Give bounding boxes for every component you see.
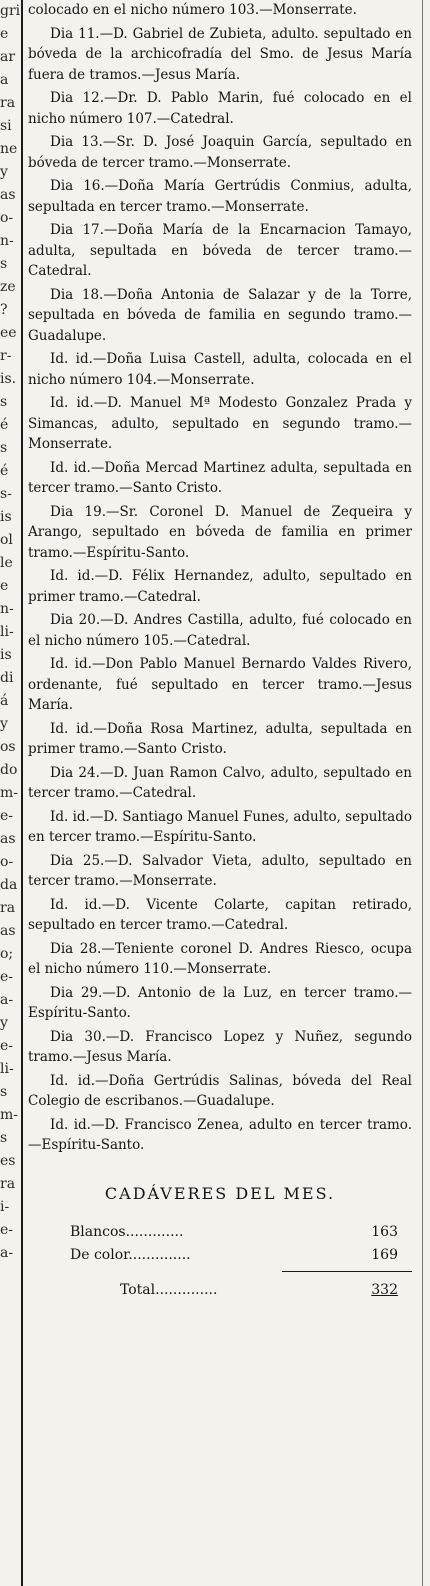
margin-fragment: e- [0,808,14,824]
summary-row-blancos [28,1222,412,1243]
burial-entry: Id. id.—Don Pablo Manuel Bernardo Valdes Rivero, ordenante, fué sepultado en tercer tramo.—Jesus María. [28,656,412,713]
summary-row-value: 163 [371,1224,398,1240]
margin-fragment: r- [0,348,12,364]
margin-fragment: é [0,463,9,479]
margin-fragment: m- [0,785,19,801]
burial-entry: Dia 17.—Doña María de la Encarnacion Tamayo, adulta, sepultada en bóveda de tercer tramo.—Catedral. [28,222,412,279]
margin-fragment: ra [0,95,16,111]
summary-row-de-color [28,1245,412,1266]
burial-entry: Dia 18.—Doña Antonia de Salazar y de la Torre, sepultada en bóveda de familia en segundo tramo.—Guadalupe. [28,286,412,344]
margin-fragment: y [0,716,8,732]
burial-entry: Id. id.—D. Manuel Mª Modesto Gonzalez Prada y Simancas, adulto, sepultado en segundo tramo.—Monserrate. [28,395,412,452]
margin-fragment: ne [0,141,18,157]
margin-fragment: di [0,670,14,686]
summary-total-value: 332 [371,1282,398,1298]
margin-fragment: o- [0,854,14,870]
margin-fragment: da [0,877,18,893]
burial-register-column [28,0,412,1303]
burial-entry: Dia 20.—D. Andres Castilla, adulto, fué colocado en el nicho número 105.—Catedral. [28,612,412,649]
right-column-rule [422,0,423,1586]
summary-row-label: Blancos............. [70,1224,184,1240]
margin-fragment: si [0,118,12,134]
burial-entry: Dia 28.—Teniente coronel D. Andres Riesco, ocupa el nicho número 110.—Monserrate. [28,940,412,977]
margin-fragment: é [0,417,9,433]
margin-fragment: n- [0,601,14,617]
summary-row-label: De color.............. [70,1246,191,1263]
margin-fragment: gri [0,3,20,19]
margin-fragment: ol [0,532,13,548]
margin-fragment: ? [0,302,8,318]
margin-fragment: is [0,509,12,525]
summary-row-value: 169 [371,1246,398,1263]
margin-fragment: li- [0,624,14,640]
summary-total-label: Total.............. [120,1282,218,1298]
margin-fragment: a- [0,1245,14,1261]
burial-entry: Dia 16.—Doña María Gertrúdis Conmius, adulta, sepultada en tercer tramo.—Monserrate. [28,178,412,215]
burial-entries [28,0,412,1156]
burial-entry: Id. id.—D. Vicente Colarte, capitan retirado, sepultado en tercer tramo.—Catedral. [28,896,412,933]
margin-fragment: o- [0,210,14,226]
margin-fragment: a- [0,992,14,1008]
burial-entry: Id. id.—Doña Mercad Martinez adulta, sepultada en tercer tramo.—Santo Cristo. [28,459,412,496]
margin-fragment: is [0,647,12,663]
margin-fragment: e- [0,969,14,985]
burial-entry: Dia 30.—D. Francisco Lopez y Nuñez, segundo tramo.—Jesus María. [28,1028,412,1065]
margin-fragment: i- [0,1199,10,1215]
burial-entry: Dia 29.—D. Antonio de la Luz, en tercer tramo.—Espíritu-Santo. [28,984,412,1021]
burial-entry: Id. id.—D. Santiago Manuel Funes, adulto, sepultado en tercer tramo.—Espíritu-Santo. [28,808,412,845]
margin-fragment: do [0,762,18,778]
margin-fragment: as [0,923,16,939]
burial-entry: Dia 24.—D. Juan Ramon Calvo, adulto, sepultado en tercer tramo.—Catedral. [28,764,412,801]
margin-fragment: m- [0,1107,19,1123]
margin-fragment: ra [0,1176,16,1192]
margin-fragment: y [0,1015,8,1031]
burial-entry: Dia 25.—D. Salvador Vieta, adulto, sepultado en tercer tramo.—Monserrate. [28,852,412,889]
margin-fragment: es [0,1153,16,1169]
margin-fragment: o; [0,946,14,962]
margin-fragment: s [0,256,8,272]
summary-total-row [28,1280,412,1301]
margin-fragment: s [0,1084,8,1100]
margin-fragment: s [0,1130,8,1146]
margin-fragment: ze [0,279,16,295]
adjacent-column-fragments [0,0,20,1586]
margin-fragment: is. [0,371,17,387]
margin-fragment: e- [0,1038,14,1054]
margin-fragment: as [0,187,16,203]
margin-fragment: s [0,440,8,456]
margin-fragment: ar [0,49,16,65]
margin-fragment: a [0,72,9,88]
margin-fragment: e [0,26,9,42]
margin-fragment: li- [0,1061,14,1077]
margin-fragment: n- [0,233,14,249]
burial-entry: Dia 13.—Sr. D. José Joaquin García, sepultado en bóveda de tercer tramo.—Monserrate. [28,134,412,171]
margin-fragment: os [0,739,16,755]
margin-fragment: as [0,831,16,847]
burial-entry: Dia 11.—D. Gabriel de Zubieta, adulto. sepultado en bóveda de la archicofradía del Smo. de Jesus María fuera de tramos.—Jesus María. [28,25,412,83]
margin-fragment: s- [0,486,12,502]
column-rule [21,0,23,1586]
burial-entry: Dia 12.—Dr. D. Pablo Marin, fué colocado en el nicho número 107.—Catedral. [28,90,412,127]
margin-fragment: ee [0,325,17,341]
margin-fragment: á [0,693,9,709]
burial-entry: Id. id.—Doña Gertrúdis Salinas, bóveda del Real Colegio de escribanos.—Guadalupe. [28,1072,412,1109]
margin-fragment: e- [0,1222,14,1238]
burial-entry: Id. id.—Doña Rosa Martinez, adulta, sepultada en primer tramo.—Santo Cristo. [28,720,412,757]
burial-entry: Dia 19.—Sr. Coronel D. Manuel de Zequeira y Arango, sepultado en bóveda de familia en primer tramo.—Espíritu-Santo. [28,503,412,561]
burial-entry: Id. id.—D. Félix Hernandez, adulto, sepultado en primer tramo.—Catedral. [28,568,412,605]
sum-rule [282,1271,412,1272]
burial-entry: colocado en el nicho número 103.—Monserrate. [28,2,357,18]
margin-fragment: ra [0,900,16,916]
burial-entry: Id. id.—Doña Luisa Castell, adulta, colocada en el nicho número 104.—Monserrate. [28,351,412,388]
margin-fragment: s [0,394,8,410]
burial-entry: Id. id.—D. Francisco Zenea, adulto en tercer tramo.—Espíritu-Santo. [28,1116,412,1153]
summary-heading: CADÁVERES DEL MES. [104,1183,336,1203]
margin-fragment: le [0,555,13,571]
margin-fragment: y [0,164,8,180]
margin-fragment: e [0,578,9,594]
